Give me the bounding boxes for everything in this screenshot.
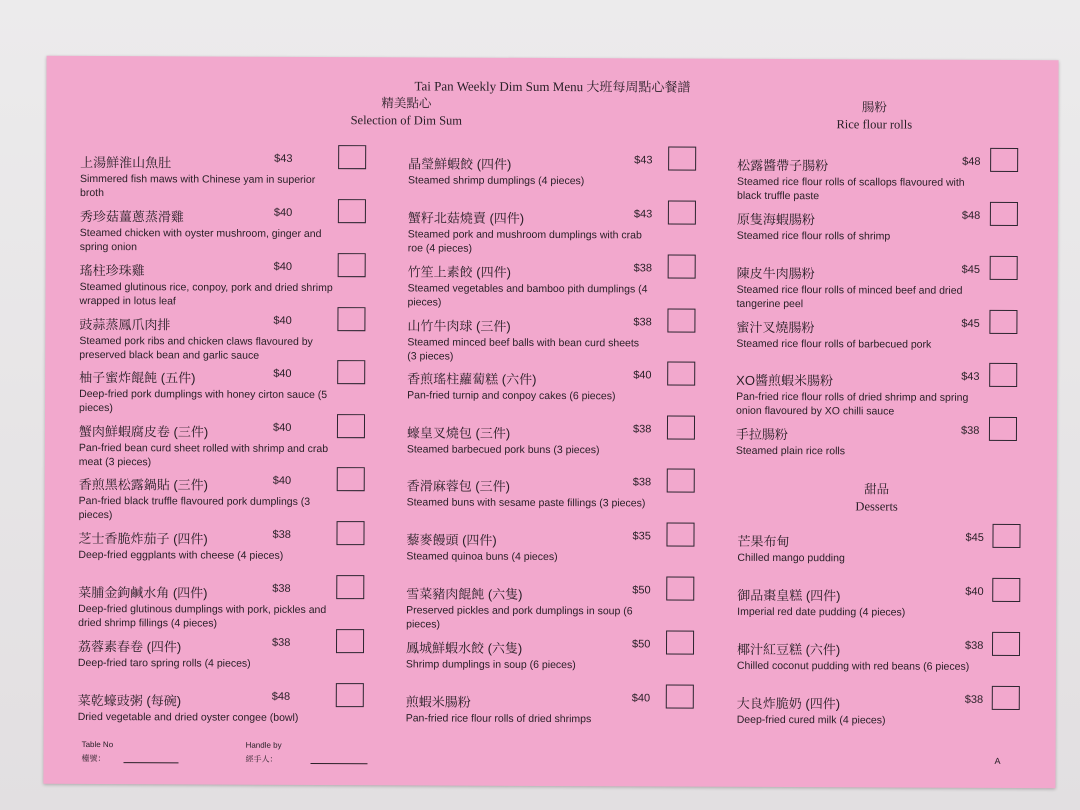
menu-item-price: $43: [634, 154, 653, 167]
menu-item: [737, 155, 1027, 206]
quantity-box[interactable]: [992, 686, 1020, 710]
menu-item-price: $50: [632, 584, 651, 597]
menu-item-name-en: Imperial red date pudding (4 pieces): [737, 605, 906, 619]
menu-item: [408, 153, 698, 204]
menu-item: [80, 152, 370, 203]
menu-item: [737, 639, 1027, 690]
menu-item-name-en: Steamed glutinous rice, conpoy, pork and dried shrimp wrapped in lotus leaf: [79, 280, 333, 308]
quantity-box[interactable]: [336, 575, 364, 599]
quantity-box[interactable]: [666, 523, 694, 547]
menu-item-name-zh: 煎蝦米腸粉: [405, 694, 471, 710]
quantity-box[interactable]: [992, 632, 1020, 656]
quantity-box[interactable]: [989, 310, 1017, 334]
menu-item-price: $40: [633, 369, 652, 382]
menu-item-name-zh: 雪菜豬肉餛飩 (六隻): [406, 586, 523, 602]
menu-item-name-zh: 菜脯金鉤鹹水角 (四件): [78, 584, 208, 601]
menu-item: [406, 583, 696, 634]
menu-sheet: [43, 56, 1058, 788]
menu-item-name-zh: 豉蒜蒸鳳爪肉排: [79, 316, 171, 333]
table-no-label-zh: 檯號：: [81, 753, 106, 764]
menu-item-price: $38: [272, 528, 291, 541]
quantity-box[interactable]: [336, 683, 364, 707]
menu-item: [406, 529, 696, 580]
menu-item: [79, 367, 369, 418]
menu-item: [737, 585, 1027, 636]
menu-item-name-en: Steamed rice flour rolls of minced beef and dried tangerine peel: [736, 283, 963, 311]
menu-item: [737, 531, 1027, 582]
menu-item-name-en: Steamed minced beef balls with bean curd sheets (3 pieces): [407, 336, 640, 363]
menu-item-price: $43: [961, 370, 980, 383]
menu-item-name-en: Steamed barbecued pork buns (3 pieces): [406, 443, 600, 457]
menu-item-price: $50: [632, 638, 651, 651]
menu-item-name-zh: 原隻海蝦腸粉: [736, 211, 815, 228]
quantity-box[interactable]: [336, 521, 364, 545]
menu-item-price: $43: [274, 152, 293, 165]
menu-item-price: $38: [960, 424, 980, 437]
menu-item-name-en: Steamed buns with sesame paste fillings (3 pieces): [406, 496, 646, 510]
menu-item-price: $38: [633, 316, 652, 329]
quantity-box[interactable]: [990, 148, 1018, 172]
menu-item: [79, 421, 369, 472]
menu-item: [407, 368, 697, 419]
quantity-box[interactable]: [336, 629, 364, 653]
menu-item-name-zh: 山竹牛肉球 (三件): [407, 318, 511, 334]
menu-item-name-en: Pan-fried rice flour rolls of dried shrimps: [405, 712, 592, 726]
menu-item-name-zh: 椰汁紅豆糕 (六件): [736, 641, 841, 658]
menu-item-name-zh: 蟹肉鮮蝦腐皮卷 (三件): [78, 423, 209, 440]
menu-item-name-zh: 手拉腸粉: [735, 426, 788, 443]
menu-item: [736, 424, 1026, 475]
quantity-box[interactable]: [992, 524, 1020, 548]
menu-item-price: $38: [633, 262, 653, 275]
menu-item-name-en: Pan-fried bean curd sheet rolled with shrimp and crab meat (3 pieces): [78, 441, 329, 469]
menu-item-name-zh: 御品棗皇糕 (四件): [737, 587, 841, 604]
section-desserts-zh: 甜品: [864, 482, 890, 497]
section-rolls-zh: 腸粉: [861, 100, 887, 115]
table-no-field[interactable]: [124, 762, 179, 763]
table-no-label: [81, 738, 113, 766]
handled-by-label-zh: 經手人：: [245, 754, 278, 764]
menu-item: [407, 422, 697, 473]
menu-item-name-zh: 柚子蜜炸餛飩 (五件): [79, 369, 196, 386]
quantity-box[interactable]: [668, 201, 696, 225]
quantity-box[interactable]: [666, 631, 694, 655]
menu-item-name-en: Chilled mango pudding: [737, 551, 845, 565]
handled-by-label-en: Handle by: [245, 740, 282, 750]
menu-item-name-en: Steamed rice flour rolls of shrimp: [736, 229, 891, 243]
menu-item-price: $38: [632, 423, 652, 436]
quantity-box[interactable]: [667, 416, 695, 440]
menu-item-name-zh: 藜麥饅頭 (四件): [406, 532, 497, 548]
quantity-box[interactable]: [337, 467, 365, 491]
quantity-box[interactable]: [338, 145, 366, 169]
menu-item-name-zh: 芝士香脆炸茄子 (四件): [78, 530, 208, 547]
menu-item-price: $40: [631, 692, 651, 705]
menu-item-name-en: Deep-fried pork dumplings with honey cirton sauce (5 pieces): [79, 387, 328, 415]
menu-item-name-zh: XO醬煎蝦米腸粉: [736, 372, 834, 389]
menu-item-price: $40: [272, 421, 292, 434]
menu-item-name-zh: 鳳城鮮蝦水餃 (六隻): [405, 640, 523, 656]
menu-item: [406, 637, 696, 688]
menu-item-price: $40: [273, 260, 293, 273]
menu-item-name-en: Deep-fried glutinous dumplings with pork, pickles and dried shrimp fillings (4 pieces): [78, 602, 327, 630]
menu-item-name-zh: 蟹籽北菇燒賣 (四件): [407, 210, 525, 226]
menu-item-name-en: Deep-fried eggplants with cheese (4 pieces): [78, 548, 284, 562]
quantity-box[interactable]: [337, 414, 365, 438]
menu-item: [407, 475, 697, 526]
quantity-box[interactable]: [989, 363, 1017, 387]
menu-item-name-en: Simmered fish maws with Chinese yam in superior broth: [79, 172, 316, 200]
menu-item-name-zh: 香滑麻蓉包 (三件): [406, 478, 511, 494]
menu-item-price: $40: [965, 585, 984, 598]
quantity-box[interactable]: [667, 309, 695, 333]
handled-by-field[interactable]: [311, 763, 368, 764]
menu-item: [79, 260, 369, 311]
section-rolls-heading: [784, 99, 964, 134]
menu-item-price: $38: [272, 582, 291, 595]
menu-item-name-zh: 陳皮牛肉腸粉: [736, 265, 815, 282]
menu-item-name-en: Chilled coconut pudding with red beans (6 pieces): [736, 659, 970, 673]
menu-item-name-en: Steamed quinoa buns (4 pieces): [406, 550, 558, 564]
section-rolls-en: Rice flour rolls: [836, 117, 913, 132]
menu-item-price: $43: [633, 208, 653, 221]
quantity-box[interactable]: [666, 685, 694, 709]
menu-item-name-en: Shrimp dumplings in soup (6 pieces): [405, 658, 576, 672]
menu-item-name-zh: 香煎黑松露鍋貼 (三件): [78, 476, 209, 493]
section-dim-sum-zh: 精美點心: [381, 96, 432, 111]
handled-by-label: [245, 739, 281, 767]
quantity-box[interactable]: [990, 256, 1018, 280]
menu-item: [737, 693, 1027, 744]
menu-item-name-zh: 晶瑩鮮蝦餃 (四件): [408, 156, 512, 172]
menu-item-name-en: Dried vegetable and dried oyster congee (bowl): [77, 710, 299, 724]
menu-item-name-zh: 芒果布甸: [737, 533, 790, 550]
menu-title: Tai Pan Weekly Dim Sum Menu 大班每周點心餐譜: [414, 78, 691, 95]
menu-item: [80, 206, 370, 257]
menu-item-price: $40: [273, 367, 292, 380]
menu-item: [407, 261, 697, 312]
menu-item-name-en: Deep-fried cured milk (4 pieces): [736, 713, 886, 727]
menu-item-name-en: Steamed pork ribs and chicken claws flavoured by preserved black bean and garlic sauce: [79, 334, 313, 362]
menu-item-price: $38: [965, 639, 984, 652]
quantity-box[interactable]: [668, 147, 696, 171]
menu-item-price: $48: [271, 690, 291, 703]
quantity-box[interactable]: [338, 199, 366, 223]
menu-item: [78, 582, 368, 633]
quantity-box[interactable]: [990, 202, 1018, 226]
menu-item-name-zh: 蠔皇叉燒包 (三件): [406, 425, 511, 441]
menu-item-name-zh: 大良炸脆奶 (四件): [736, 695, 841, 712]
menu-item-name-en: Pan-fried turnip and conpoy cakes (6 pieces): [407, 389, 616, 403]
quantity-box[interactable]: [668, 255, 696, 279]
menu-item-name-zh: 瑤柱珍珠雞: [79, 262, 145, 279]
menu-item-price: $45: [961, 317, 980, 330]
menu-item: [78, 528, 368, 579]
sheet-mark: A: [994, 755, 1001, 766]
menu-item-name-en: Pan-fried rice flour rolls of dried shrimp and spring onion flavoured by XO chilli sauce: [736, 390, 969, 418]
menu-item: [736, 317, 1026, 368]
menu-item: [407, 315, 697, 366]
menu-item: [78, 636, 368, 687]
menu-item: [737, 209, 1027, 260]
menu-item-price: $40: [272, 474, 292, 487]
section-dim-sum-heading: [316, 95, 496, 130]
menu-item-price: $40: [273, 206, 293, 219]
menu-item-name-en: Steamed shrimp dumplings (4 pieces): [408, 174, 585, 188]
menu-item-price: $45: [965, 531, 984, 544]
quantity-box[interactable]: [989, 417, 1017, 441]
menu-item-name-en: Steamed rice flour rolls of barbecued pork: [736, 337, 932, 351]
menu-item-name-zh: 蜜汁叉燒腸粉: [736, 319, 815, 336]
table-no-label-en: Table No: [81, 739, 114, 750]
quantity-box[interactable]: [337, 307, 365, 331]
menu-item-price: $35: [632, 530, 651, 543]
menu-item: [79, 314, 369, 365]
menu-item-name-en: Steamed rice flour rolls of scallops flavoured with black truffle paste: [736, 175, 965, 203]
menu-item-name-en: Pan-fried black truffle flavoured pork dumplings (3 pieces): [78, 494, 311, 522]
menu-item-price: $48: [961, 209, 981, 222]
menu-item-price: $40: [273, 314, 292, 327]
quantity-box[interactable]: [337, 360, 365, 384]
menu-item-price: $38: [272, 636, 291, 649]
menu-item-price: $38: [632, 476, 652, 489]
quantity-box[interactable]: [667, 362, 695, 386]
menu-item: [406, 691, 696, 742]
section-desserts-heading: [787, 481, 967, 516]
quantity-box[interactable]: [667, 469, 695, 493]
menu-item-name-en: Steamed plain rice rolls: [735, 444, 846, 458]
quantity-box[interactable]: [992, 578, 1020, 602]
menu-item-name-zh: 上湯鮮淮山魚肚: [80, 154, 172, 171]
menu-item-price: $45: [961, 263, 981, 276]
section-desserts-en: Desserts: [855, 499, 898, 514]
menu-item: [736, 370, 1026, 421]
menu-item-name-zh: 松露醬帶子腸粉: [737, 157, 829, 174]
quantity-box[interactable]: [666, 577, 694, 601]
quantity-box[interactable]: [338, 253, 366, 277]
menu-item: [736, 263, 1026, 314]
menu-item: [79, 474, 369, 525]
menu-item: [408, 207, 698, 258]
menu-item: [78, 690, 368, 741]
menu-item-name-zh: 竹笙上素餃 (四件): [407, 264, 511, 280]
menu-item-name-zh: 香煎瑤柱蘿蔔糕 (六件): [407, 371, 537, 387]
menu-item-name-en: Deep-fried taro spring rolls (4 pieces): [77, 656, 251, 670]
menu-item-name-en: Preserved pickles and pork dumplings in soup (6 pieces): [406, 604, 633, 631]
section-dim-sum-en: Selection of Dim Sum: [350, 113, 463, 128]
menu-item-price: $48: [962, 155, 981, 168]
menu-item-name-en: Steamed vegetables and bamboo pith dumplings (4 pieces): [407, 282, 648, 309]
menu-item-price: $38: [964, 693, 984, 706]
menu-item-name-en: Steamed chicken with oyster mushroom, ginger and spring onion: [79, 226, 322, 254]
menu-item-name-zh: 秀珍菇薑蔥蒸滑雞: [79, 208, 184, 225]
menu-item-name-zh: 菜乾蠔豉粥 (每碗): [77, 692, 182, 709]
menu-item-name-zh: 荔蓉素春卷 (四件): [77, 638, 182, 655]
menu-item-name-en: Steamed pork and mushroom dumplings with crab roe (4 pieces): [407, 228, 642, 255]
